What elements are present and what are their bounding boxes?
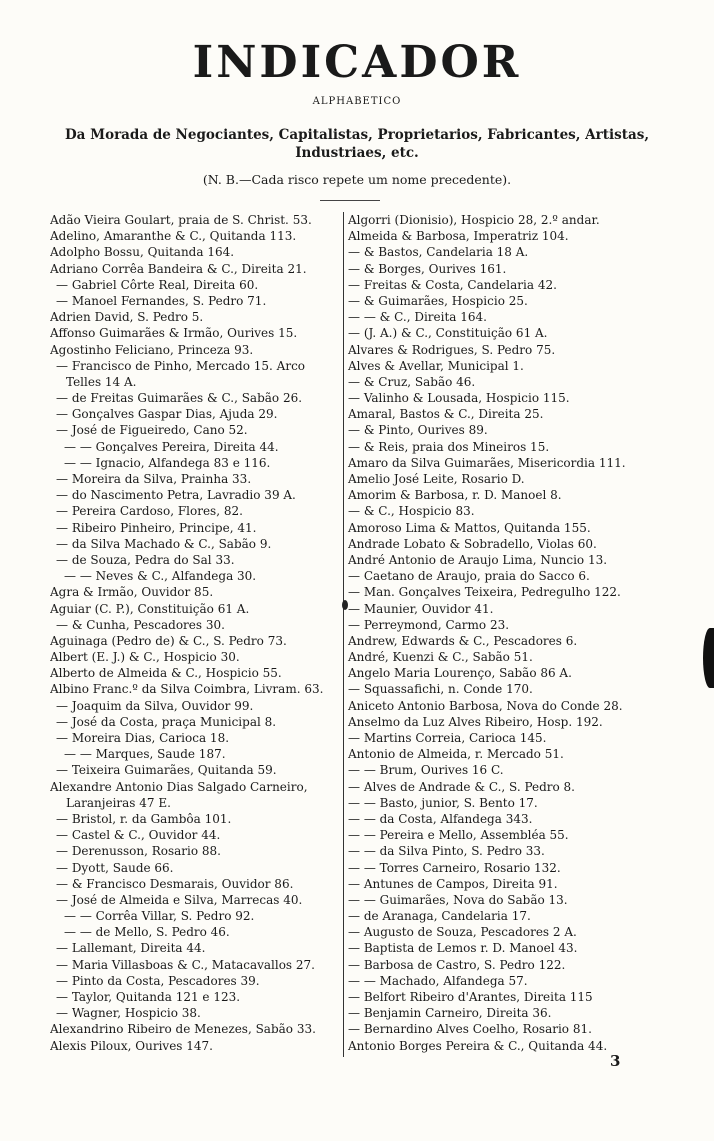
- directory-entry: — Belfort Ribeiro d'Arantes, Direita 115: [348, 990, 593, 1004]
- directory-entry: — Antunes de Campos, Direita 91.: [348, 876, 558, 891]
- directory-entry: — da Silva Machado & C., Sabão 9.: [56, 536, 272, 551]
- directory-entry: — — da Silva Pinto, S. Pedro 33.: [348, 844, 545, 859]
- directory-entry: Agra & Irmão, Ouvidor 85.: [50, 585, 214, 600]
- directory-entry: — de Souza, Pedra do Sal 33.: [56, 552, 235, 567]
- directory-entry: André Antonio de Araujo Lima, Nuncio 13.: [348, 552, 608, 567]
- directory-entry: — Dyott, Saude 66.: [56, 860, 174, 875]
- directory-entry: Algorri (Dionisio), Hospicio 28, 2.º andar.: [348, 213, 600, 227]
- directory-entry: — Benjamin Carneiro, Direita 36.: [348, 1006, 552, 1021]
- directory-entry: Amaral, Bastos & C., Direita 25.: [348, 407, 544, 422]
- directory-entry: — Gabriel Côrte Real, Direita 60.: [56, 277, 259, 292]
- directory-entry: — Maria Villasboas & C., Matacavallos 27.: [56, 957, 315, 972]
- directory-entry: — Derenusson, Rosario 88.: [56, 844, 221, 859]
- directory-entry: Alberto de Almeida & C., Hospicio 55.: [50, 666, 282, 681]
- directory-entry: — José de Figueiredo, Cano 52.: [56, 423, 248, 438]
- directory-entry: — Bristol, r. da Gambôa 101.: [56, 811, 232, 826]
- directory-entry: — & Borges, Ourives 161.: [348, 261, 507, 276]
- ink-mark: [342, 600, 348, 610]
- left-column: [50, 212, 346, 1054]
- directory-entry: — — Basto, junior, S. Bento 17.: [348, 795, 538, 810]
- directory-entry: Angelo Maria Lourenço, Sabão 86 A.: [348, 666, 572, 681]
- header-rule: [320, 200, 380, 201]
- directory-entry: — Teixeira Guimarães, Quitanda 59.: [56, 763, 277, 778]
- directory-entry: — & Reis, praia dos Mineiros 15.: [348, 439, 550, 454]
- directory-entry: — Wagner, Hospicio 38.: [56, 1006, 201, 1021]
- directory-entry: Alvares & Rodrigues, S. Pedro 75.: [348, 342, 556, 357]
- directory-entry: — de Freitas Guimarães & C., Sabão 26.: [56, 391, 303, 406]
- directory-entry: — de Aranaga, Candelaria 17.: [348, 909, 531, 924]
- directory-entry: Adelino, Amaranthe & C., Quitanda 113.: [50, 229, 297, 244]
- directory-entry: — Maunier, Ouvidor 41.: [348, 601, 494, 616]
- directory-entry: — & C., Hospicio 83.: [348, 504, 475, 519]
- directory-entry: — — Ignacio, Alfandega 83 e 116.: [64, 455, 271, 470]
- directory-entry: — Ribeiro Pinheiro, Principe, 41.: [56, 520, 257, 535]
- directory-entry: — & Cunha, Pescadores 30.: [56, 617, 225, 632]
- directory-entry: — Barbosa de Castro, S. Pedro 122.: [348, 957, 566, 972]
- directory-entry: — Joaquim da Silva, Ouvidor 99.: [56, 698, 254, 713]
- directory-entry: — Manoel Fernandes, S. Pedro 71.: [56, 293, 267, 308]
- directory-entry: Andrew, Edwards & C., Pescadores 6.: [348, 633, 578, 648]
- directory-entry: Laranjeiras 47 E.: [66, 795, 171, 810]
- directory-entry: Adriano Corrêa Bandeira & C., Direita 21.: [50, 261, 307, 276]
- directory-entry: — — Machado, Alfandega 57.: [348, 973, 528, 988]
- directory-entry: Almeida & Barbosa, Imperatriz 104.: [348, 229, 569, 244]
- directory-entry: — José de Almeida e Silva, Marrecas 40.: [56, 892, 303, 907]
- directory-entry: Amoroso Lima & Mattos, Quitanda 155.: [348, 520, 591, 535]
- directory-entry: — — Pereira e Mello, Assembléa 55.: [348, 828, 569, 843]
- directory-entry: — & Pinto, Ourives 89.: [348, 423, 488, 438]
- directory-entry: Amorim & Barbosa, r. D. Manoel 8.: [348, 488, 562, 503]
- directory-entry: Alexandrino Ribeiro de Menezes, Sabão 33.: [50, 1022, 316, 1037]
- directory-entry: Adolpho Bossu, Quitanda 164.: [50, 245, 235, 260]
- directory-entry: — & Bastos, Candelaria 18 A.: [348, 245, 529, 260]
- directory-entry: — Alves de Andrade & C., S. Pedro 8.: [348, 779, 575, 794]
- directory-entry: — Pereira Cardoso, Flores, 82.: [56, 504, 243, 519]
- directory-entry: Andrade Lobato & Sobradello, Violas 60.: [348, 536, 597, 551]
- directory-entry: — — Corrêa Villar, S. Pedro 92.: [64, 909, 255, 924]
- directory-entry: Albino Franc.º da Silva Coimbra, Livram. 63.: [50, 682, 324, 697]
- directory-entry: Anselmo da Luz Alves Ribeiro, Hosp. 192.: [348, 714, 603, 729]
- directory-entry: André, Kuenzi & C., Sabão 51.: [348, 650, 533, 665]
- directory-entry: Aniceto Antonio Barbosa, Nova do Conde 28.: [348, 698, 623, 713]
- directory-entry: Amaro da Silva Guimarães, Misericordia 111.: [348, 455, 626, 470]
- directory-entry: Adão Vieira Goulart, praia de S. Christ. 53.: [50, 213, 312, 227]
- directory-entry: — Augusto de Souza, Pescadores 2 A.: [348, 925, 577, 940]
- directory-entry: Alexandre Antonio Dias Salgado Carneiro,: [50, 779, 308, 794]
- directory-entry: — — Torres Carneiro, Rosario 132.: [348, 860, 561, 875]
- directory-entry: — Baptista de Lemos r. D. Manoel 43.: [348, 941, 578, 956]
- directory-entry: Alves & Avellar, Municipal 1.: [348, 358, 524, 373]
- directory-entry: Antonio de Almeida, r. Mercado 51.: [348, 747, 564, 762]
- directory-entry: — — de Mello, S. Pedro 46.: [64, 925, 230, 940]
- directory-entry: Aguinaga (Pedro de) & C., S. Pedro 73.: [50, 633, 287, 648]
- directory-entry: — Caetano de Araujo, praia do Sacco 6.: [348, 569, 590, 584]
- directory-entry: — Lallemant, Direita 44.: [56, 941, 206, 956]
- directory-entry: Telles 14 A.: [66, 374, 137, 389]
- directory-entry: — Valinho & Lousada, Hospicio 115.: [348, 391, 570, 406]
- directory-entry: — — Guimarães, Nova do Sabão 13.: [348, 892, 568, 907]
- directory-entry: — — & C., Direita 164.: [348, 310, 487, 325]
- directory-entry: — & Guimarães, Hospicio 25.: [348, 293, 528, 308]
- directory-entry: — Martins Correia, Carioca 145.: [348, 731, 547, 745]
- page-title: INDICADOR: [192, 37, 522, 88]
- directory-entry: — José da Costa, praça Municipal 8.: [56, 714, 277, 729]
- page-edge-blot: [703, 628, 714, 688]
- directory-entry: Affonso Guimarães & Irmão, Ourives 15.: [50, 326, 298, 341]
- editorial-note: (N. B.—Cada risco repete um nome precedente).: [202, 172, 512, 187]
- directory-entry: — (J. A.) & C., Constituição 61 A.: [348, 326, 548, 341]
- directory-entry: Albert (E. J.) & C., Hospicio 30.: [50, 650, 240, 665]
- directory-entry: — Bernardino Alves Coelho, Rosario 81.: [348, 1022, 592, 1037]
- directory-entry: Antonio Borges Pereira & C., Quitanda 44.: [348, 1038, 608, 1053]
- directory-entry: — Castel & C., Ouvidor 44.: [56, 828, 221, 843]
- directory-entry: Adrien David, S. Pedro 5.: [50, 310, 204, 325]
- page-subtitle: ALPHABETICO: [312, 96, 402, 107]
- directory-entry: — Freitas & Costa, Candelaria 42.: [348, 277, 557, 292]
- directory-entry: — & Cruz, Sabão 46.: [348, 374, 476, 389]
- directory-entry: Alexis Piloux, Ourives 147.: [50, 1038, 213, 1053]
- directory-entry: — Gonçalves Gaspar Dias, Ajuda 29.: [56, 407, 278, 422]
- directory-entry: — Taylor, Quitanda 121 e 123.: [56, 990, 241, 1004]
- directory-entry: — Moreira da Silva, Prainha 33.: [56, 472, 252, 486]
- directory-entry: — & Francisco Desmarais, Ouvidor 86.: [56, 876, 294, 891]
- directory-entry: — Man. Gonçalves Teixeira, Pedregulho 122.: [348, 585, 621, 600]
- directory-entry: — Pinto da Costa, Pescadores 39.: [56, 973, 260, 988]
- directory-entry: — — da Costa, Alfandega 343.: [348, 811, 533, 826]
- page-number: 3: [610, 1052, 621, 1070]
- directory-entry: — — Brum, Ourives 16 C.: [348, 763, 504, 778]
- directory-entry: — — Marques, Saude 187.: [64, 747, 226, 762]
- directory-entry: — Francisco de Pinho, Mercado 15. Arco: [56, 358, 306, 373]
- directory-entry: — Moreira Dias, Carioca 18.: [56, 731, 230, 745]
- directory-entry: Agostinho Feliciano, Princeza 93.: [50, 342, 254, 357]
- directory-entry: — Perreymond, Carmo 23.: [348, 617, 510, 632]
- directory-entry: — — Gonçalves Pereira, Direita 44.: [64, 439, 279, 454]
- directory-entry: Aguiar (C. P.), Constituição 61 A.: [50, 601, 250, 616]
- section-heading: Da Morada de Negociantes, Capitalistas, Proprietarios, Fabricantes, Artistas, Industriaes, etc.: [64, 127, 650, 161]
- directory-entry: — do Nascimento Petra, Lavradio 39 A.: [56, 488, 296, 503]
- directory-entry: — Squassafichi, n. Conde 170.: [348, 682, 533, 697]
- right-column: [340, 212, 670, 1054]
- directory-entry: Amelio José Leite, Rosario D.: [348, 472, 525, 486]
- directory-entry: — — Neves & C., Alfandega 30.: [64, 569, 257, 584]
